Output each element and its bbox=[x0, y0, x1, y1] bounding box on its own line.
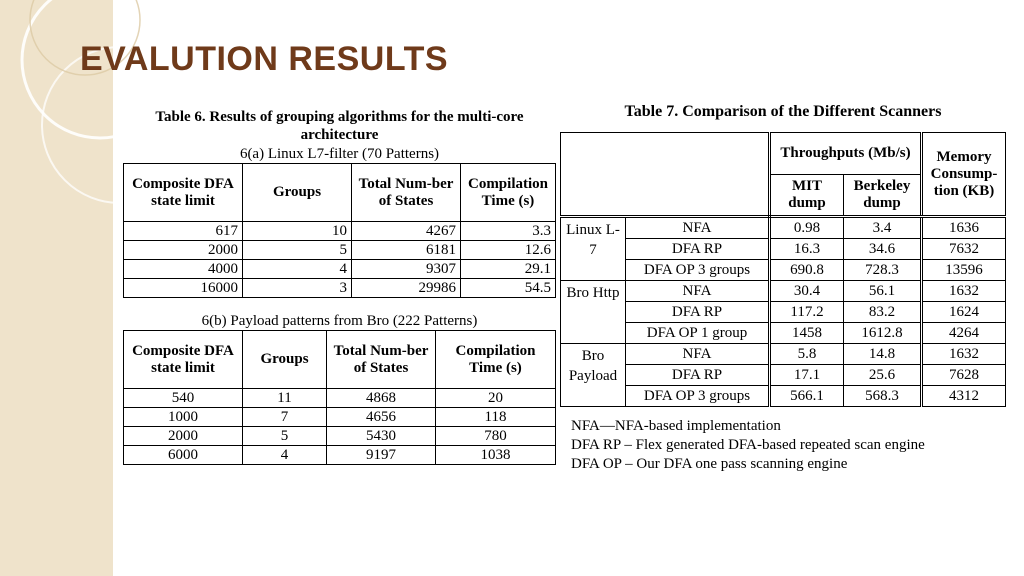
table-cell: 6181 bbox=[352, 241, 461, 260]
scanner-cell: NFA bbox=[626, 281, 770, 302]
table-cell: 5430 bbox=[327, 427, 436, 446]
table-cell: 1636 bbox=[922, 217, 1006, 239]
table7-notes bbox=[571, 417, 925, 473]
table-cell: 7 bbox=[243, 408, 327, 427]
table-cell: 7628 bbox=[922, 365, 1006, 386]
table-row bbox=[124, 389, 556, 408]
scanner-cell: DFA OP 1 group bbox=[626, 323, 770, 344]
table6b bbox=[123, 330, 556, 465]
table-cell: 1000 bbox=[124, 408, 243, 427]
table-cell: 17.1 bbox=[770, 365, 844, 386]
scanner-cell: DFA RP bbox=[626, 365, 770, 386]
scanner-cell: NFA bbox=[626, 344, 770, 365]
table-cell: 0.98 bbox=[770, 217, 844, 239]
table-cell: 29.1 bbox=[461, 260, 556, 279]
note-line: DFA OP – Our DFA one pass scanning engine bbox=[571, 456, 848, 472]
table-header-row bbox=[124, 331, 556, 389]
column-header: Total Num-ber of States bbox=[327, 331, 436, 389]
column-header-berkeley: Berkeley dump bbox=[844, 175, 922, 217]
table-row bbox=[561, 239, 1006, 260]
table-cell: 2000 bbox=[124, 241, 243, 260]
table-cell: 56.1 bbox=[844, 281, 922, 302]
table7-caption: Table 7. Comparison of the Different Scanners bbox=[624, 103, 942, 120]
table-cell: 566.1 bbox=[770, 386, 844, 407]
table-cell: 4 bbox=[243, 260, 352, 279]
table-cell: 10 bbox=[243, 222, 352, 241]
note-line: NFA—NFA-based implementation bbox=[571, 418, 781, 434]
column-header: Groups bbox=[243, 164, 352, 222]
scanner-cell: DFA OP 3 groups bbox=[626, 260, 770, 281]
table-cell: 4000 bbox=[124, 260, 243, 279]
table-cell: 1632 bbox=[922, 344, 1006, 365]
table-cell: 5.8 bbox=[770, 344, 844, 365]
column-header: Total Num-ber of States bbox=[352, 164, 461, 222]
table6a bbox=[123, 163, 556, 298]
table-cell: 4 bbox=[243, 446, 327, 465]
table-cell: 3 bbox=[243, 279, 352, 298]
table-cell: 118 bbox=[436, 408, 556, 427]
table-row bbox=[124, 279, 556, 298]
table-cell: 728.3 bbox=[844, 260, 922, 281]
table-cell: 34.6 bbox=[844, 239, 922, 260]
table-cell: 4267 bbox=[352, 222, 461, 241]
table-cell: 690.8 bbox=[770, 260, 844, 281]
column-header-throughputs: Throughputs (Mb/s) bbox=[770, 133, 922, 175]
table-cell: 3.3 bbox=[461, 222, 556, 241]
group-label: Bro Http bbox=[561, 281, 626, 344]
table-row bbox=[124, 446, 556, 465]
table-cell: 5 bbox=[243, 427, 327, 446]
table-cell: 617 bbox=[124, 222, 243, 241]
table-cell: 13596 bbox=[922, 260, 1006, 281]
table-cell: 4868 bbox=[327, 389, 436, 408]
table-cell: 30.4 bbox=[770, 281, 844, 302]
table-header-row bbox=[124, 164, 556, 222]
scanner-cell: DFA RP bbox=[626, 302, 770, 323]
table-row bbox=[561, 365, 1006, 386]
table-cell: 9307 bbox=[352, 260, 461, 279]
table-cell: 117.2 bbox=[770, 302, 844, 323]
table-cell: 3.4 bbox=[844, 217, 922, 239]
table-cell: 6000 bbox=[124, 446, 243, 465]
column-header: Groups bbox=[243, 331, 327, 389]
table-row bbox=[561, 281, 1006, 302]
table-cell: 4656 bbox=[327, 408, 436, 427]
group-label: Bro Payload bbox=[561, 344, 626, 407]
table-cell: 2000 bbox=[124, 427, 243, 446]
column-header: Composite DFA state limit bbox=[124, 331, 243, 389]
table-cell: 7632 bbox=[922, 239, 1006, 260]
table-cell: 1038 bbox=[436, 446, 556, 465]
table-cell: 29986 bbox=[352, 279, 461, 298]
table-cell: 568.3 bbox=[844, 386, 922, 407]
scanner-cell: DFA RP bbox=[626, 239, 770, 260]
table-cell: 83.2 bbox=[844, 302, 922, 323]
corner-cell bbox=[561, 133, 770, 217]
scanner-cell: DFA OP 3 groups bbox=[626, 386, 770, 407]
table6a-subtitle: 6(a) Linux L7-filter (70 Patterns) bbox=[239, 146, 440, 162]
table-cell: 1612.8 bbox=[844, 323, 922, 344]
scanner-cell: NFA bbox=[626, 217, 770, 239]
column-header: Compilation Time (s) bbox=[461, 164, 556, 222]
slide-title: EVALUTION RESULTS bbox=[80, 40, 449, 78]
table6-caption: Table 6. Results of grouping algorithms for the multi-core architecture bbox=[155, 109, 524, 143]
table-cell: 20 bbox=[436, 389, 556, 408]
table-cell: 780 bbox=[436, 427, 556, 446]
table-row bbox=[561, 386, 1006, 407]
table-row bbox=[561, 217, 1006, 239]
column-header: Composite DFA state limit bbox=[124, 164, 243, 222]
table-cell: 16.3 bbox=[770, 239, 844, 260]
table-cell: 9197 bbox=[327, 446, 436, 465]
table-cell: 1458 bbox=[770, 323, 844, 344]
table-row bbox=[561, 344, 1006, 365]
note-line: DFA RP – Flex generated DFA-based repeated scan engine bbox=[571, 437, 925, 453]
table-row bbox=[561, 323, 1006, 344]
table7 bbox=[560, 132, 1006, 407]
column-header-mit: MIT dump bbox=[770, 175, 844, 217]
table-row bbox=[124, 241, 556, 260]
group-label: Linux L-7 bbox=[561, 217, 626, 281]
table-row bbox=[124, 427, 556, 446]
table-row bbox=[124, 260, 556, 279]
table-row bbox=[561, 260, 1006, 281]
table-cell: 16000 bbox=[124, 279, 243, 298]
table-cell: 12.6 bbox=[461, 241, 556, 260]
table-cell: 4312 bbox=[922, 386, 1006, 407]
column-header: Compilation Time (s) bbox=[436, 331, 556, 389]
table-cell: 5 bbox=[243, 241, 352, 260]
table-cell: 4264 bbox=[922, 323, 1006, 344]
table-cell: 11 bbox=[243, 389, 327, 408]
table-cell: 25.6 bbox=[844, 365, 922, 386]
table-cell: 54.5 bbox=[461, 279, 556, 298]
column-header-memory: Memory Consump-tion (KB) bbox=[922, 133, 1006, 217]
table-cell: 1624 bbox=[922, 302, 1006, 323]
table-cell: 1632 bbox=[922, 281, 1006, 302]
table-header-row bbox=[561, 133, 1006, 175]
table6b-subtitle: 6(b) Payload patterns from Bro (222 Patterns) bbox=[201, 313, 478, 329]
table-row bbox=[124, 222, 556, 241]
table-cell: 540 bbox=[124, 389, 243, 408]
table-cell: 14.8 bbox=[844, 344, 922, 365]
table-row bbox=[124, 408, 556, 427]
table-row bbox=[561, 302, 1006, 323]
